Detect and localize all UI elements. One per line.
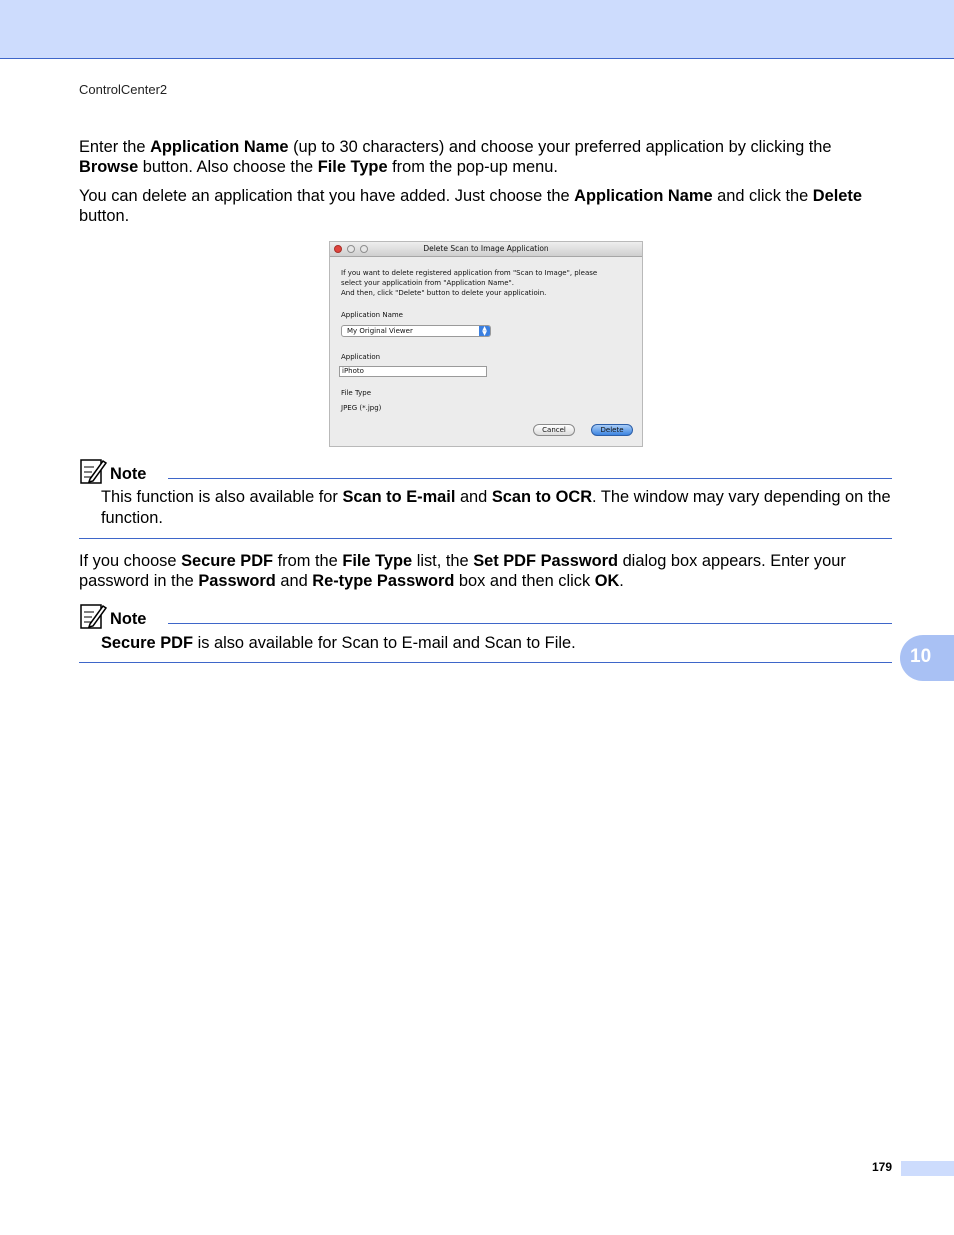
note-text: This function is also available for Scan to E-mail and Scan to OCR. The window may vary depending on the function.: [101, 488, 891, 527]
popup-arrows-icon: ▲ ▼: [479, 326, 490, 336]
note-label: Note: [110, 465, 147, 483]
note-pencil-icon: [79, 602, 107, 630]
note-pencil-icon: [79, 457, 107, 485]
chapter-tab: 10: [900, 635, 954, 681]
note-label: Note: [110, 610, 147, 628]
note-top-rule: [168, 623, 892, 624]
note-top-rule: [168, 478, 892, 479]
paragraph-delete-application: You can delete an application that you have added. Just choose the Application Name and click the Delete button.: [79, 187, 862, 225]
note-box-1: [79, 457, 892, 540]
application-label: Application: [341, 353, 381, 361]
delete-scan-to-image-dialog: [329, 241, 643, 447]
application-name-label: Application Name: [341, 311, 403, 319]
dialog-title: Delete Scan to Image Application: [423, 244, 549, 253]
paragraph-secure-pdf: If you choose Secure PDF from the File Type list, the Set PDF Password dialog box appears. Enter your password in the Password and Re-type Password box and then click OK.: [79, 552, 846, 590]
cancel-button[interactable]: Cancel: [533, 424, 575, 436]
application-field[interactable]: iPhoto: [339, 366, 487, 377]
file-type-label: File Type: [341, 389, 372, 397]
running-header: ControlCenter2: [79, 82, 168, 97]
top-header-band: [0, 0, 954, 59]
note-text: Secure PDF is also available for Scan to E-mail and Scan to File.: [101, 634, 576, 652]
application-name-popup[interactable]: My Original Viewer ▲ ▼: [341, 325, 491, 337]
paragraph-application-name: Enter the Application Name (up to 30 characters) and choose your preferred application by clicking the Browse button. Also choose the File Type from the pop-up menu.: [79, 138, 832, 176]
note-bottom-rule: [79, 538, 892, 539]
page-number: 179: [871, 1160, 892, 1174]
file-type-value: JPEG (*.jpg): [341, 404, 382, 412]
note-box-2: [79, 602, 892, 665]
delete-button[interactable]: Delete: [591, 424, 633, 436]
page-number-tab: [901, 1161, 954, 1176]
dialog-instructions: If you want to delete registered application from "Scan to Image", please select your applicatioin from "Application Name". And then, click "Delete" button to delete your applicatioin.: [341, 269, 598, 297]
dialog-title-bar: [330, 242, 642, 257]
note-bottom-rule: [79, 662, 892, 663]
